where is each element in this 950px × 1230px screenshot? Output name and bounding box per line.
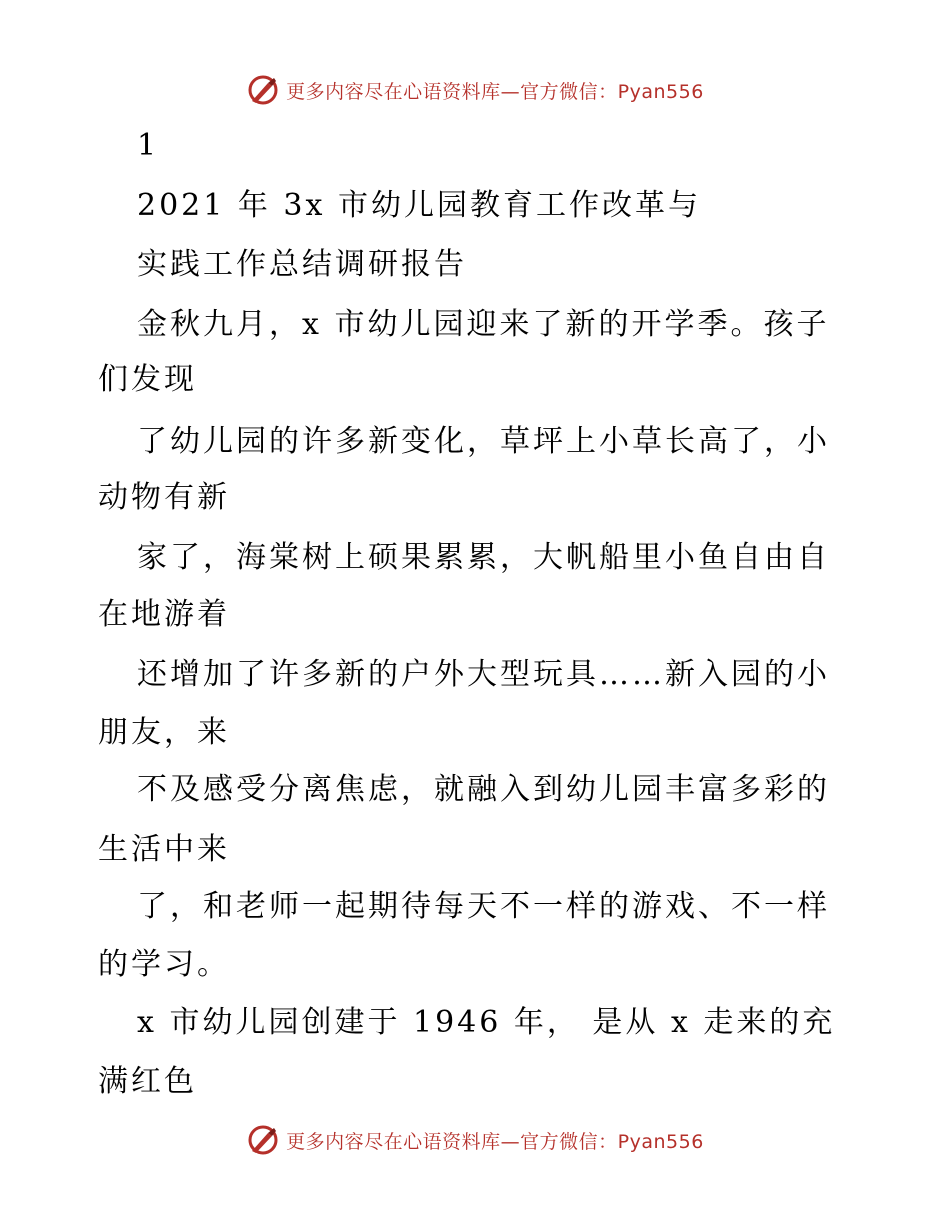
body-line: 动物有新 bbox=[98, 480, 230, 515]
title-line-1: 2021 年 3x 市幼儿园教育工作改革与 bbox=[137, 188, 701, 223]
body-line: 了幼儿园的许多新变化，草坪上小草长高了，小 bbox=[137, 424, 830, 459]
body-line: 金秋九月，x 市幼儿园迎来了新的开学季。孩子 bbox=[137, 307, 830, 342]
header-watermark-banner bbox=[0, 70, 950, 110]
footer-watermark-text: 更多内容尽在心语资料库—官方微信：Pyan556 bbox=[286, 1130, 704, 1153]
title-line-2: 实践工作总结调研报告 bbox=[137, 247, 467, 282]
body-line: 不及感受分离焦虑，就融入到幼儿园丰富多彩的 bbox=[137, 772, 830, 807]
page-number: 1 bbox=[137, 128, 160, 163]
body-line: x 市幼儿园创建于 1946 年， 是从 x 走来的充 bbox=[137, 1005, 836, 1040]
pen-logo-icon bbox=[246, 1123, 280, 1157]
body-line: 满红色 bbox=[98, 1064, 197, 1099]
body-line: 在地游着 bbox=[98, 597, 230, 632]
pen-logo-icon bbox=[246, 73, 280, 107]
body-line: 还增加了许多新的户外大型玩具……新入园的小 bbox=[137, 657, 830, 692]
header-watermark-text: 更多内容尽在心语资料库—官方微信：Pyan556 bbox=[286, 80, 704, 103]
body-line: 了，和老师一起期待每天不一样的游戏、不一样 bbox=[137, 889, 830, 924]
body-line: 生活中来 bbox=[98, 832, 230, 867]
body-line: 家了，海棠树上硕果累累，大帆船里小鱼自由自 bbox=[137, 540, 830, 575]
footer-watermark-banner bbox=[0, 1120, 950, 1160]
body-line: 朋友，来 bbox=[98, 715, 230, 750]
body-line: 们发现 bbox=[98, 362, 197, 397]
body-line: 的学习。 bbox=[98, 947, 230, 982]
